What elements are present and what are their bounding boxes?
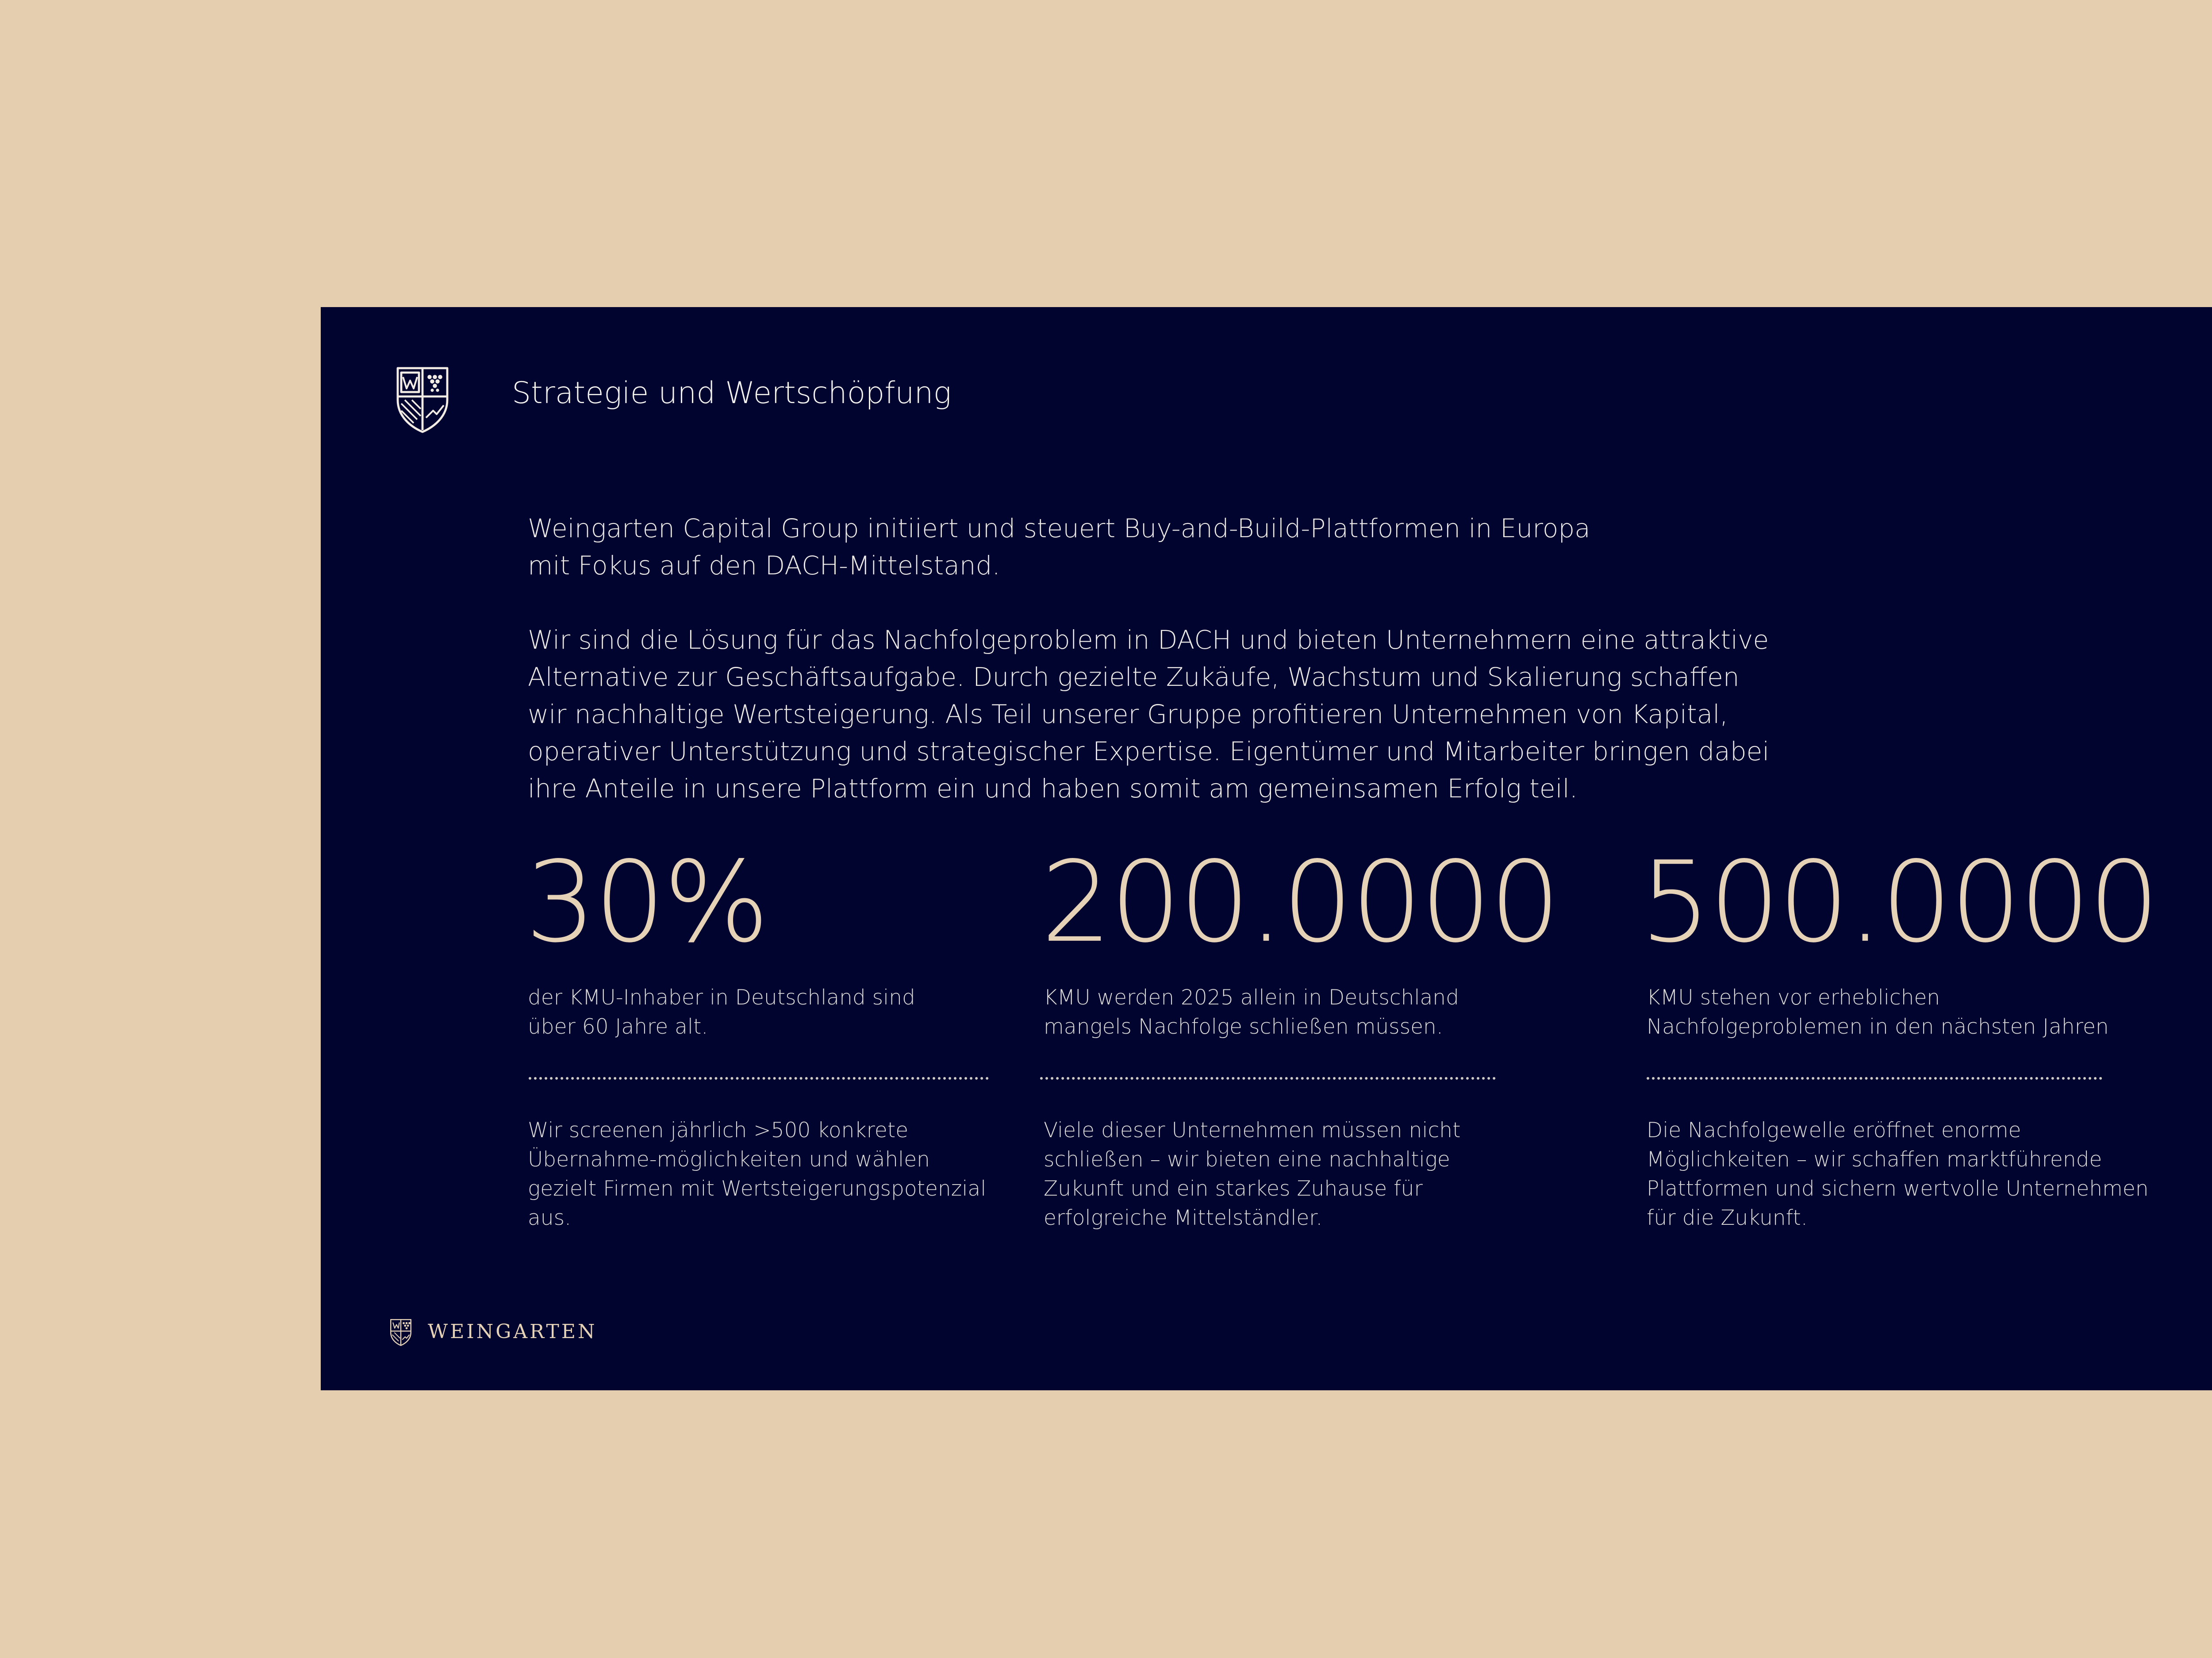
divider — [1040, 1077, 1496, 1080]
divider — [529, 1077, 989, 1080]
stat-description: der KMU-Inhaber in Deutschland sind über 60 Jahre alt. — [528, 985, 915, 1039]
stat-value: 500.0000 — [1640, 838, 2158, 967]
intro-lead: Weingarten Capital Group initiiert und steuert Buy-and-Build-Plattformen in Europa mit Fokus auf den DACH-Mittelstand. — [528, 513, 1590, 581]
footer-brand: WEINGARTEN — [428, 1320, 597, 1343]
stat-value: 200.0000 — [1041, 838, 1559, 967]
slide-title: Strategie und Wertschöpfung — [512, 376, 952, 411]
stat-value: 30% — [525, 838, 768, 967]
slide — [321, 307, 2212, 1390]
shield-crest-icon — [389, 1318, 412, 1347]
stat-description: KMU stehen vor erheblichen Nachfolgeproblemen in den nächsten Jahren — [1647, 985, 2109, 1039]
stat-description: KMU werden 2025 allein in Deutschland mangels Nachfolge schließen müssen. — [1044, 985, 1459, 1039]
stat-note: Wir screenen jährlich >500 konkrete Übernahme-möglichkeiten und wählen gezielt Firmen mit Wertsteigerungspotenzial aus. — [528, 1118, 987, 1230]
stat-note: Die Nachfolgewelle eröffnet enorme Möglichkeiten – wir schaffen marktführende Plattformen und sichern wertvolle Unternehmen für die Zukunft. — [1647, 1118, 2149, 1230]
shield-crest-icon — [394, 365, 451, 435]
intro-body: Wir sind die Lösung für das Nachfolgeproblem in DACH und bieten Unternehmern eine attraktive Alternative zur Geschäftsaufgabe. Durch gezielte Zukäufe, Wachstum und Skalierung schaffen wir nachhaltige Wertsteigerung. Als Teil unserer Gruppe profitieren Unternehmen von Kapital, operativer Unterstützung und strategischer Expertise. Eigentümer und Mitarbeiter bringen dabei ihre Anteile in unsere Plattform ein und haben somit am gemeinsamen Erfolg teil. — [528, 625, 1770, 804]
stat-note: Viele dieser Unternehmen müssen nicht schließen – wir bieten eine nachhaltige Zukunft und ein starkes Zuhause für erfolgreiche Mittelständler. — [1044, 1118, 1461, 1230]
divider — [1647, 1077, 2102, 1080]
